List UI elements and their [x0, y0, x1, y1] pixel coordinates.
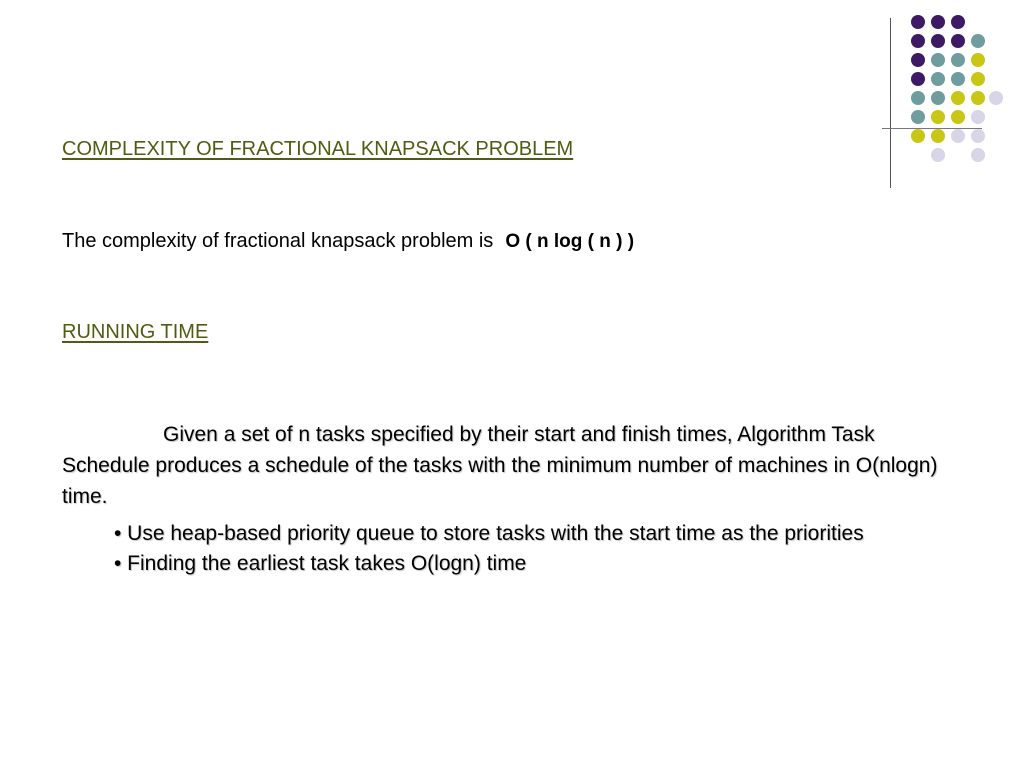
decor-dot — [911, 110, 925, 124]
heading-complexity: COMPLEXITY OF FRACTIONAL KNAPSACK PROBLEM — [62, 138, 574, 160]
complexity-text: The complexity of fractional knapsack problem is — [62, 230, 494, 252]
decor-dot — [971, 72, 985, 86]
decor-dot — [931, 91, 945, 105]
decor-dot — [911, 129, 925, 143]
decor-dot — [911, 72, 925, 86]
decor-dot — [971, 148, 985, 162]
decor-dot — [931, 15, 945, 29]
decor-dot — [931, 72, 945, 86]
bullet-list — [114, 519, 954, 579]
bullet-item-earliest-task: • Finding the earliest task takes O(logn) time — [114, 552, 527, 575]
decor-dot — [951, 129, 965, 143]
decor-dot — [911, 91, 925, 105]
dot-grid-decoration — [880, 0, 1024, 200]
heading-running-time: RUNNING TIME — [62, 321, 209, 343]
decor-dot — [931, 129, 945, 143]
decor-dot — [951, 110, 965, 124]
decor-dot — [951, 34, 965, 48]
decor-dot — [971, 91, 985, 105]
decor-dot — [951, 91, 965, 105]
decor-dot — [931, 148, 945, 162]
decor-dot — [989, 91, 1003, 105]
running-time-paragraph: Given a set of n tasks specified by their start and finish times, Algorithm Task Schedule produces a schedule of the tasks with the minimum number of machines in O(nlogn) time. — [62, 423, 938, 508]
decor-dot — [951, 72, 965, 86]
decor-dot — [911, 15, 925, 29]
decor-dot — [931, 53, 945, 67]
decor-dot — [971, 110, 985, 124]
decor-dot — [971, 53, 985, 67]
decor-dot — [911, 34, 925, 48]
decor-dot — [971, 129, 985, 143]
bullet-item-heap: • Use heap-based priority queue to store tasks with the start time as the priorities — [114, 522, 864, 545]
decor-dot — [911, 53, 925, 67]
decor-dot — [971, 34, 985, 48]
complexity-value: O ( n log ( n ) ) — [505, 231, 635, 252]
horizontal-divider — [882, 128, 982, 129]
decor-dot — [951, 15, 965, 29]
vertical-divider — [890, 18, 891, 188]
complexity-statement — [62, 230, 634, 253]
decor-dot — [951, 53, 965, 67]
decor-dot — [931, 110, 945, 124]
decor-dot — [931, 34, 945, 48]
